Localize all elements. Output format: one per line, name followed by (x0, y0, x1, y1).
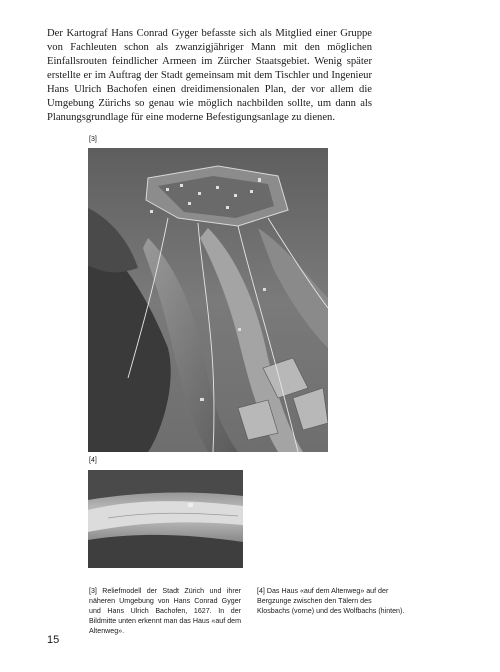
figure-4-caption: [4] Das Haus «auf dem Altenweg» auf der Bergzunge zwischen den Tälern des Klosbachs (vorne) und des Wolfbachs (hinten). (257, 587, 405, 616)
figure-3-label: [3] (89, 136, 97, 143)
body-paragraph: Der Kartograf Hans Conrad Gyger befasste sich als Mitglied einer Gruppe von Fachleuten schon als zwanzigjähriger Mann mit den möglichen Einfallsrouten feindlicher Armeen im Zürcher Staatsgebiet. Wenig später erstellte er im Auftrag der Stadt gemeinsam mit dem Tischler und Ingenieur Hans Ulrich Bachofen einen dreidimensionalen Plan, der vor allem die Umgebung Zürichs so genau wie möglich nachbilden sollte, um dann als Planungsgrundlage für eine moderne Befestigungsanlage zu dienen. (47, 28, 372, 124)
page-number: 15 (47, 634, 60, 646)
figure-4-relief-model-detail-photo (88, 470, 243, 568)
figure-4-label: [4] (89, 457, 97, 464)
figure-3-caption: [3] Reliefmodell der Stadt Zürich und ihrer näheren Umgebung von Hans Conrad Gyger und Hans Ulrich Bachofen, 1627. In der Bildmitte unten erkennt man das Haus «auf dem Altenweg». (89, 587, 241, 636)
figure-3-relief-model-photo (88, 148, 328, 452)
